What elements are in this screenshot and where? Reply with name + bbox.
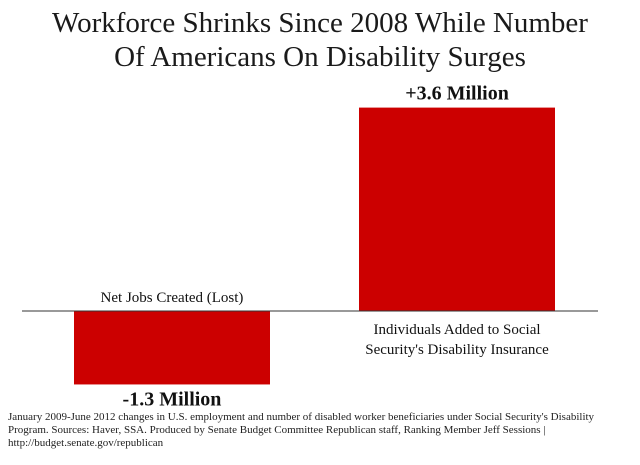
data-label-2: +3.6 Million — [405, 82, 509, 105]
bar-2 — [359, 108, 555, 311]
source-footnote: January 2009-June 2012 changes in U.S. employment and number of disabled worker beneficiaries under Social Security's Disability Program. Sources: Haver, SSA. Produced by Senate Budget Committee Republican staff, Ranking Member Jeff Sessions | http://budget.senate.gov/republican — [8, 411, 595, 449]
category-label-1-line-1: Net Jobs Created (Lost) — [100, 290, 244, 306]
chart-title-line-2: Of Americans On Disability Surges — [114, 41, 526, 73]
data-label-1: -1.3 Million — [122, 388, 222, 410]
chart-title-line-1: Workforce Shrinks Since 2008 While Number — [52, 7, 588, 39]
category-label-2-line-1: Individuals Added to Social — [373, 322, 541, 338]
bar-1 — [74, 311, 270, 384]
category-label-2-line-2: Security's Disability Insurance — [365, 342, 549, 358]
